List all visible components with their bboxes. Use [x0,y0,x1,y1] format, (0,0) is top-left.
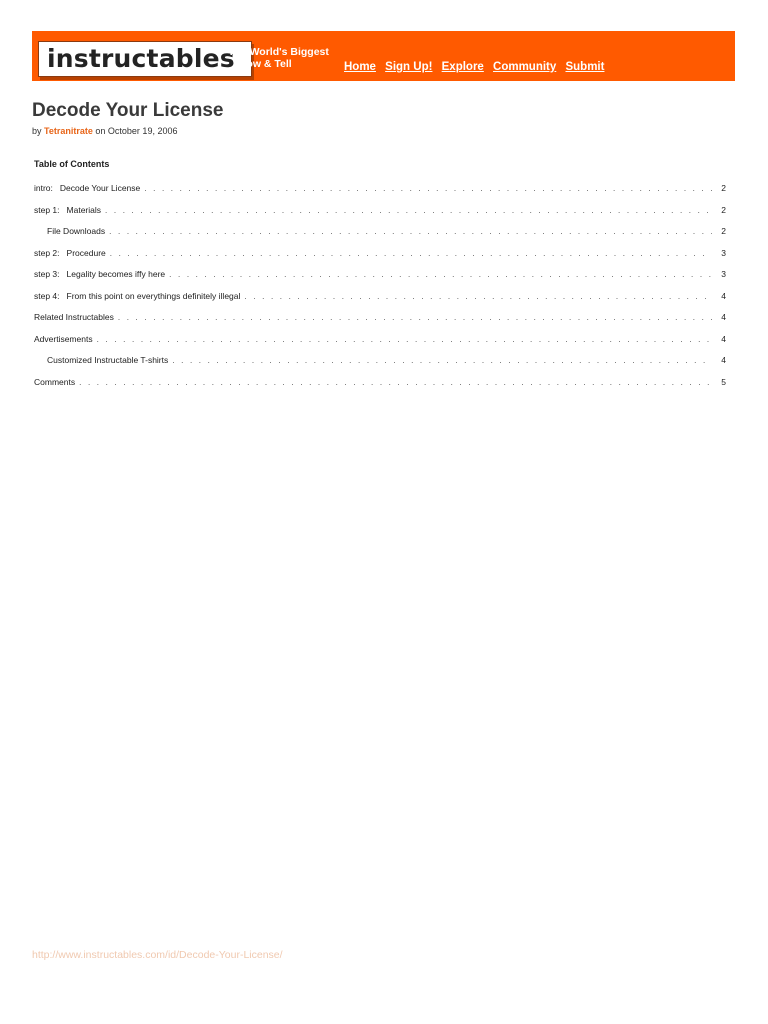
toc-entry-title: Materials [66,204,102,215]
toc-entry-comments[interactable] [34,376,726,398]
nav-link-home[interactable]: Home [344,61,376,73]
toc-entry-prefix: step 1: [34,204,60,215]
toc-entry-title: Decode Your License [59,183,141,193]
toc-leader-dots [109,226,712,238]
toc-leader-dots [144,183,712,195]
toc-entry-title: Legality becomes iffy here [66,269,166,279]
author-link[interactable]: Tetranitrate [44,126,93,136]
toc-page-number: 3 [721,247,726,258]
toc-entry-step-1[interactable] [34,204,726,226]
table-of-contents [34,182,726,397]
toc-entry-step-2[interactable] [34,247,726,269]
toc-entry-title: Related Instructables [34,312,114,322]
toc-entry-advertisements[interactable] [34,333,726,355]
toc-entry-title: From this point on everythings definitely illegal [66,290,241,301]
toc-entry-prefix: step 3: [34,269,60,279]
toc-page-number: 5 [721,376,726,387]
toc-entry-label [34,182,140,194]
toc-page-number: 4 [721,290,726,301]
toc-entry-label [34,247,106,259]
toc-leader-dots [97,334,712,346]
toc-entry-title: File Downloads [47,226,106,236]
toc-page-number: 3 [721,269,726,279]
toc-page-number: 4 [721,333,726,344]
tagline-line-1: The World's Biggest [228,46,329,58]
page-title: Decode Your License [32,100,224,121]
nav-link-sign-up[interactable]: Sign Up! [385,61,433,73]
toc-page-number: 4 [721,355,726,365]
toc-leader-dots [244,291,712,303]
toc-page-number: 2 [721,183,726,193]
toc-entry-title: Comments [34,376,76,387]
toc-heading: Table of Contents [34,159,110,169]
toc-entry-label [34,204,101,216]
toc-entry-label [34,290,240,302]
nav-link-explore[interactable]: Explore [441,61,484,73]
publish-date: on October 19, 2006 [95,126,178,136]
toc-page-number: 4 [721,312,726,322]
toc-leader-dots [105,205,712,217]
toc-leader-dots [110,248,712,260]
header-banner [32,31,735,81]
toc-leader-dots [118,312,712,324]
toc-entry-prefix: step 2: [34,247,60,258]
tagline-line-2: Show & Tell [233,58,292,70]
toc-leader-dots [169,269,712,281]
toc-page-number: 2 [721,226,726,236]
toc-entry-customized-t-shirts[interactable] [34,354,726,376]
toc-page-number: 2 [721,204,726,215]
nav-link-submit[interactable]: Submit [565,61,605,73]
toc-entry-intro[interactable] [34,182,726,204]
toc-entry-title: Advertisements [34,333,93,344]
footer-url[interactable]: http://www.instructables.com/id/Decode-Your-License/ [32,949,283,961]
byline [32,125,177,137]
toc-entry-file-downloads[interactable] [34,225,726,247]
byline-prefix: by [32,126,42,136]
instructables-logo[interactable] [38,41,252,77]
tagline [228,46,329,70]
toc-entry-title: Procedure [66,247,106,258]
top-nav [344,61,610,73]
toc-entry-prefix: intro: [34,183,53,193]
toc-entry-label [34,268,165,280]
nav-link-community[interactable]: Community [493,61,557,73]
toc-entry-prefix: step 4: [34,290,60,301]
toc-entry-related-instructables[interactable] [34,311,726,333]
toc-entry-step-3[interactable] [34,268,726,290]
toc-entry-title: Customized Instructable T-shirts [47,355,169,365]
logo-text: instructables [47,44,235,73]
toc-leader-dots [172,355,712,367]
toc-entry-step-4[interactable] [34,290,726,312]
toc-leader-dots [79,377,712,389]
